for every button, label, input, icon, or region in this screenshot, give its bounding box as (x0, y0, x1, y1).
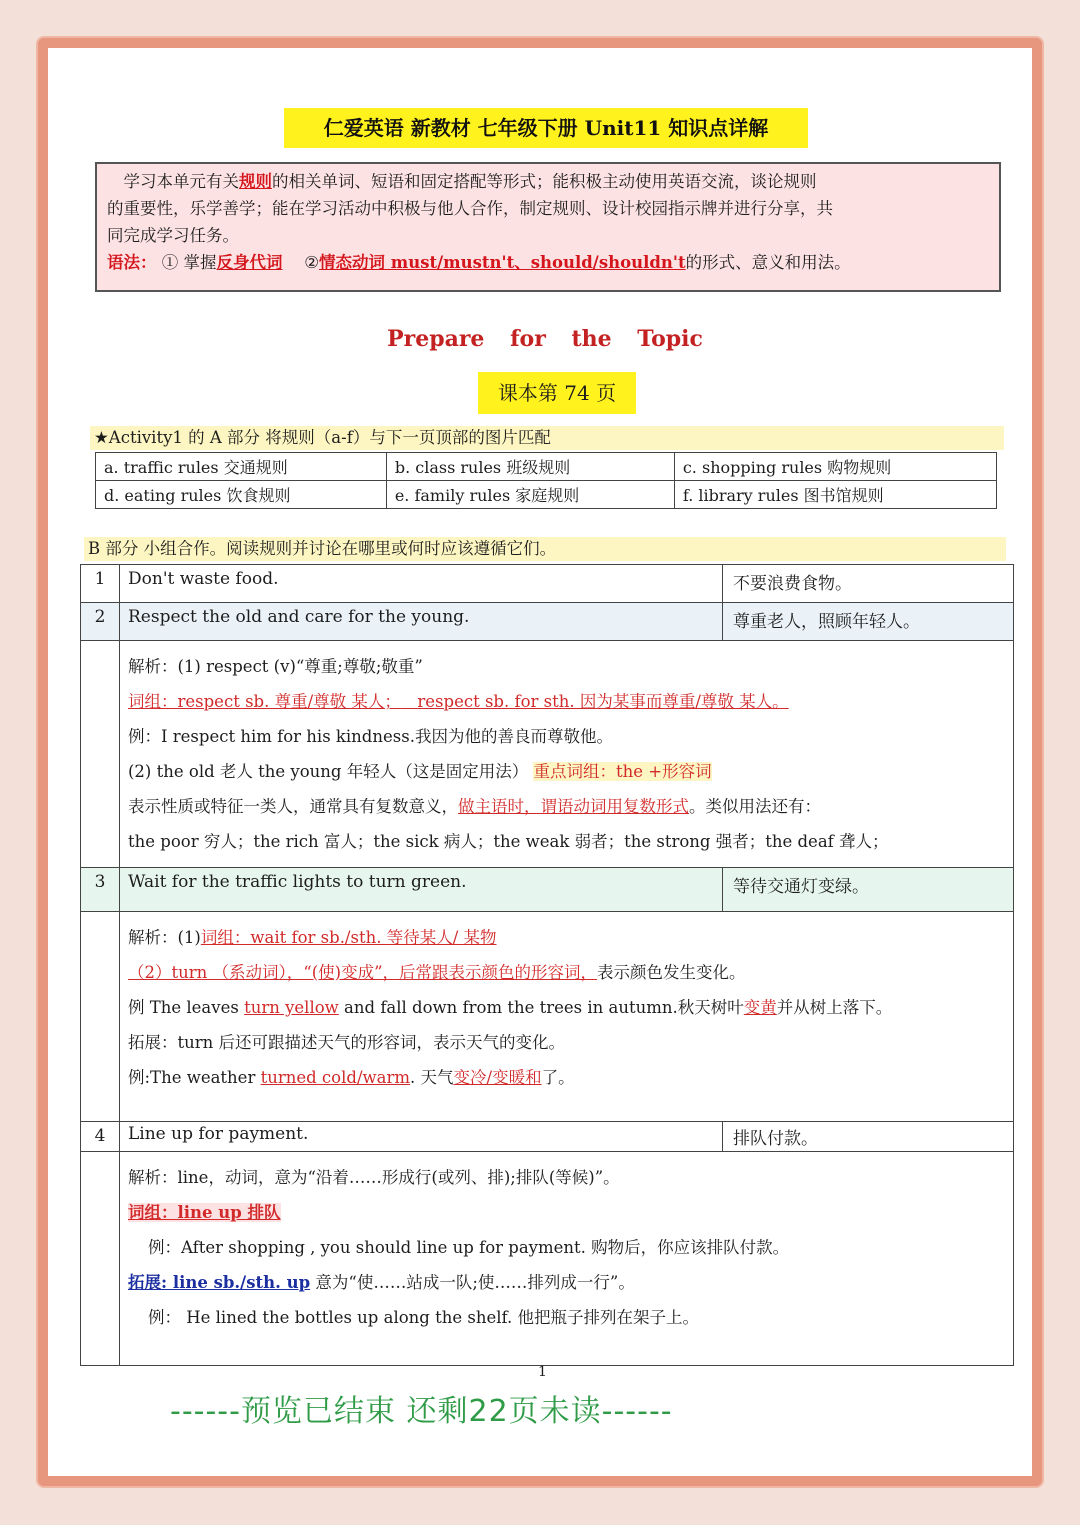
document-title: 仁爱英语 新教材 七年级下册 Unit11 知识点详解 (284, 108, 808, 148)
objective-line-1: 学习本单元有关规则的相关单词、短语和固定搭配等形式；能积极主动使用英语交流，谈论规则 (123, 172, 817, 191)
rules-analysis-table (80, 564, 1014, 1366)
analysis-row (81, 912, 1014, 1122)
document-page (58, 56, 1022, 1476)
analysis-row (81, 1152, 1014, 1366)
page-number: 1 (538, 1364, 547, 1380)
table-row: 2 Respect the old and care for the young. 尊重老人，照顾年轻人。 (81, 603, 1014, 641)
section-title: Prepare for the Topic (387, 326, 703, 352)
keyword-rules: 规则 (239, 172, 272, 191)
grammar-label: 语法： (107, 253, 157, 272)
analysis-item-3: 解析：(1)词组：wait for sb./sth. 等待某人/ 某物 （2）turn （系动词），“(使)变成”，后常跟表示颜色的形容词，表示颜色发生变化。 例 The leaves turn yellow and fall down from the trees in autumn.秋天树叶变黄并从树上落下。 拓展：turn 后还可跟描述天气的形容词，表示天气的变化。 例:The weather turned cold/warm. 天气变冷/变暖和了。 (120, 912, 1014, 1122)
objective-line-2: 的重要性，乐学善学；能在学习活动中积极与他人合作，制定规则、设计校园指示牌并进行分享，共 (107, 199, 833, 218)
grammar-point-1: 反身代词 (216, 253, 283, 272)
analysis-item-4: 解析：line，动词，意为“沿着……形成行(或列、排);排队(等候)”。 词组：line up 排队 例：After shopping , you should line up for payment. 购物后，你应该排队付款。 拓展: line sb./sth. up 意为“使……站成一队;使……排列成一行”。 例： He lined the bottles up along the shelf. 他把瓶子排列在架子上。 (120, 1152, 1014, 1366)
table-row: 3 Wait for the traffic lights to turn green. 等待交通灯变绿。 (81, 868, 1014, 912)
preview-ended-watermark: ------预览已结束 还剩22页未读------ (170, 1394, 673, 1429)
grammar-line: 语法： ① 掌握反身代词 ②情态动词 must/mustn't、should/shouldn't的形式、意义和用法。 (107, 253, 851, 272)
textbook-page-ref: 课本第 74 页 (478, 372, 636, 414)
rules-table (95, 452, 997, 509)
activity-a-heading: ★Activity1 的 A 部分 将规则（a-f）与下一页顶部的图片匹配 (90, 426, 1004, 450)
table-row: a. traffic rules 交通规则 b. class rules 班级规则 c. shopping rules 购物规则 (96, 453, 997, 481)
table-row: 1 Don't waste food. 不要浪费食物。 (81, 565, 1014, 603)
analysis-item-2: 解析：(1) respect (v)“尊重;尊敬;敬重” 词组：respect sb. 尊重/尊敬 某人； respect sb. for sth. 因为某事而尊重/尊敬 某人。 例：I respect him for his kindness.我因为他的善良而尊敬他。 (2) the old 老人 the young 年轻人（这是固定用法） 重点词组：the +形容词 表示性质或特征一类人，通常具有复数意义，做主语时，谓语动词用复数形式。类似用法还有： the poor 穷人；the rich 富人；the sick 病人；the weak 弱者；the strong 强者；the deaf 聋人； (120, 641, 1014, 868)
learning-objectives-box (95, 162, 1001, 292)
objective-line-3: 同完成学习任务。 (107, 226, 239, 245)
grammar-point-2: 情态动词 must/mustn't、should/shouldn't (319, 253, 686, 272)
table-row: d. eating rules 饮食规则 e. family rules 家庭规则 f. library rules 图书馆规则 (96, 481, 997, 509)
table-row: 4 Line up for payment. 排队付款。 (81, 1122, 1014, 1152)
analysis-row (81, 641, 1014, 868)
activity-b-heading: B 部分 小组合作。阅读规则并讨论在哪里或何时应该遵循它们。 (84, 537, 1006, 561)
